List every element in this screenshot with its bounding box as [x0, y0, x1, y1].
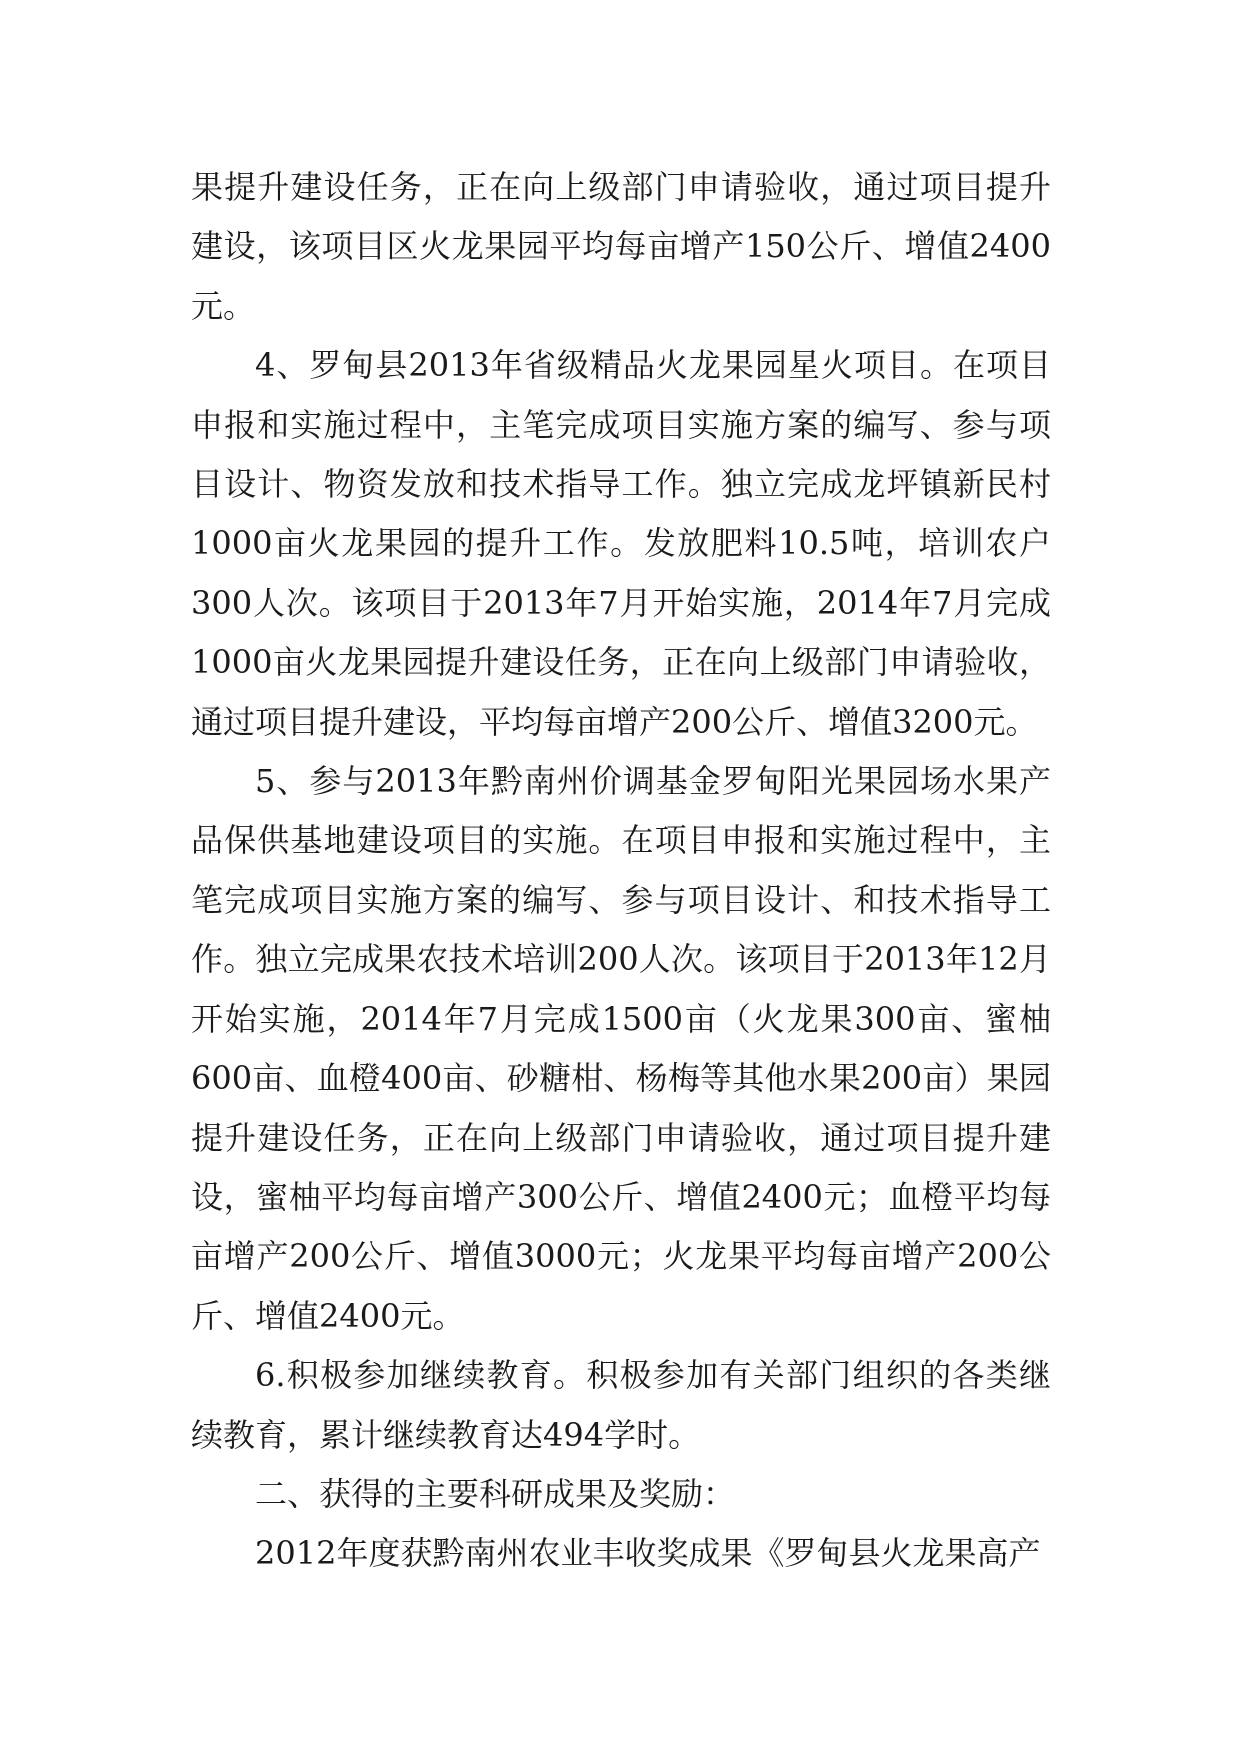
paragraph-project-5: 5、参与2013年黔南州价调基金罗甸阳光果园场水果产品保供基地建设项目的实施。在项目申报和实施过程中，主笔完成项目实施方案的编写、参与项目设计、和技术指导工作。独立完成果农技术培训200人次。该项目于2013年12月开始实施，2014年7月完成1500亩（火龙果300亩、蜜柚600亩、血橙400亩、砂糖柑、杨梅等其他水果200亩）果园提升建设任务，正在向上级部门申请验收，通过项目提升建设，蜜柚平均每亩增产300公斤、增值2400元；血橙平均每亩增产200公斤、增值3000元；火龙果平均每亩增产200公斤、增值2400元。: [191, 762, 1051, 1335]
document-body: [191, 158, 1051, 1584]
paragraph-project-4: 4、罗甸县2013年省级精品火龙果园星火项目。在项目申报和实施过程中，主笔完成项目实施方案的编写、参与项目设计、物资发放和技术指导工作。独立完成龙坪镇新民村1000亩火龙果园的提升工作。发放肥料10.5吨，培训农户300人次。该项目于2013年7月开始实施，2014年7月完成1000亩火龙果园提升建设任务，正在向上级部门申请验收，通过项目提升建设，平均每亩增产200公斤、增值3200元。: [191, 346, 1051, 741]
paragraph-project-3-continued: 果提升建设任务，正在向上级部门申请验收，通过项目提升建设，该项目区火龙果园平均每亩增产150公斤、增值2400元。: [191, 168, 1051, 325]
paragraph-continuing-education: 6.积极参加继续教育。积极参加有关部门组织的各类继续教育，累计继续教育达494学时。: [191, 1356, 1051, 1454]
paragraph-award-2012: 2012年度获黔南州农业丰收奖成果《罗甸县火龙果高产: [255, 1534, 1041, 1573]
section-heading-research-results: 二、获得的主要科研成果及奖励：: [255, 1474, 736, 1513]
